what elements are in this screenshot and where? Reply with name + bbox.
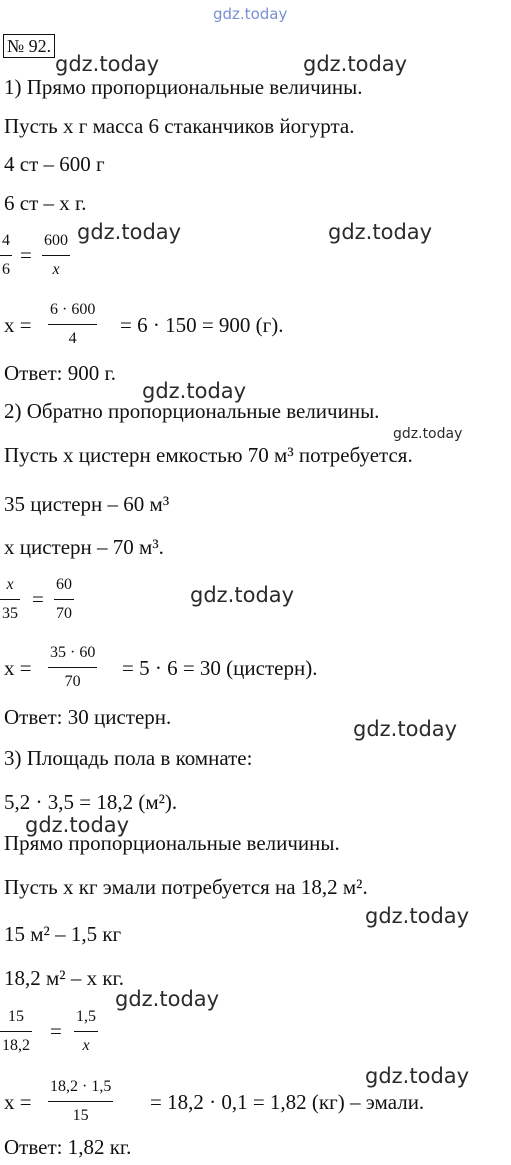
fraction-numerator: 4 xyxy=(2,232,10,249)
fraction-denominator: 4 xyxy=(68,330,77,348)
part2-calc-fraction xyxy=(48,641,97,694)
part3-row2: 18,2 м² – x кг. xyxy=(4,966,125,990)
task-number-badge: № 92. xyxy=(3,34,55,58)
watermark: gdz.today xyxy=(328,220,433,244)
part3-heading: 3) Площадь пола в комнате: xyxy=(4,746,253,770)
watermark: gdz.today xyxy=(142,379,247,403)
part1-row1: 4 ст – 600 г xyxy=(4,152,105,176)
watermark: gdz.today xyxy=(190,583,295,607)
fraction-denominator: 35 xyxy=(2,605,18,623)
part2-heading: 2) Обратно пропорциональные величины. xyxy=(4,399,380,423)
part1-calc-rhs: = 6 · 150 = 900 (г). xyxy=(120,313,284,337)
watermark: gdz.today xyxy=(77,220,182,244)
part3-answer: Ответ: 1,82 кг. xyxy=(4,1135,132,1159)
part3-calc-lhs: x = xyxy=(4,1090,32,1114)
watermark: gdz.today xyxy=(365,904,470,928)
part2-let: Пусть x цистерн емкостью 70 м³ потребуется. xyxy=(4,443,413,467)
fraction-numerator: 1,5 xyxy=(76,1008,96,1025)
watermark: gdz.today xyxy=(353,717,458,741)
equals-sign: = xyxy=(32,587,44,611)
watermark: gdz.today xyxy=(213,5,288,23)
part2-calc-lhs: x = xyxy=(4,656,32,680)
part1-calc-fraction xyxy=(48,298,97,351)
fraction-numerator: 18,2 · 1,5 xyxy=(50,1078,112,1095)
fraction-denominator: 6 xyxy=(2,261,10,279)
part1-let: Пусть x г масса 6 стаканчиков йогурта. xyxy=(4,114,355,138)
watermark: gdz.today xyxy=(393,426,463,442)
watermark: gdz.today xyxy=(365,1064,470,1088)
part2-row1: 35 цистерн – 60 м³ xyxy=(4,492,170,516)
part2-proportion-right xyxy=(54,573,74,626)
part3-proportion-right xyxy=(74,1005,98,1058)
part3-kind: Прямо пропорциональные величины. xyxy=(4,831,340,855)
fraction-denominator: 15 xyxy=(72,1107,89,1125)
part3-let: Пусть x кг эмали потребуется на 18,2 м². xyxy=(4,875,368,899)
watermark: gdz.today xyxy=(303,52,408,76)
part1-calc-lhs: x = xyxy=(4,313,32,337)
part3-calc-fraction xyxy=(48,1075,113,1128)
fraction-numerator: 35 · 60 xyxy=(50,644,96,661)
fraction-denominator: x xyxy=(52,261,60,279)
fraction-numerator: 6 · 600 xyxy=(50,301,96,318)
watermark: gdz.today xyxy=(25,813,130,837)
part2-proportion-left xyxy=(0,573,20,626)
equals-sign: = xyxy=(50,1019,62,1043)
part1-proportion-right xyxy=(42,229,70,282)
part3-proportion-left xyxy=(0,1005,32,1058)
part3-row1: 15 м² – 1,5 кг xyxy=(4,922,122,946)
part2-calc-rhs: = 5 · 6 = 30 (цистерн). xyxy=(122,656,318,680)
part1-row2: 6 ст – x г. xyxy=(4,191,87,215)
equals-sign: = xyxy=(20,243,32,267)
fraction-denominator: 18,2 xyxy=(2,1037,30,1055)
watermark: gdz.today xyxy=(55,52,160,76)
watermark: gdz.today xyxy=(115,987,220,1011)
part3-calc-rhs: = 18,2 · 0,1 = 1,82 (кг) – эмали. xyxy=(150,1090,425,1114)
part3-area: 5,2 · 3,5 = 18,2 (м²). xyxy=(4,790,178,814)
fraction-denominator: 70 xyxy=(56,605,72,623)
fraction-denominator: 70 xyxy=(64,673,81,691)
fraction-numerator: 600 xyxy=(44,232,68,249)
part2-answer: Ответ: 30 цистерн. xyxy=(4,705,172,729)
part2-row2: x цистерн – 70 м³. xyxy=(4,535,164,559)
fraction-numerator: 15 xyxy=(8,1008,24,1025)
part1-proportion-left xyxy=(0,229,12,282)
fraction-numerator: x xyxy=(6,576,14,593)
fraction-denominator: x xyxy=(82,1037,90,1055)
part1-heading: 1) Прямо пропорциональные величины. xyxy=(4,75,363,99)
part1-answer: Ответ: 900 г. xyxy=(4,361,116,385)
fraction-numerator: 60 xyxy=(56,576,72,593)
